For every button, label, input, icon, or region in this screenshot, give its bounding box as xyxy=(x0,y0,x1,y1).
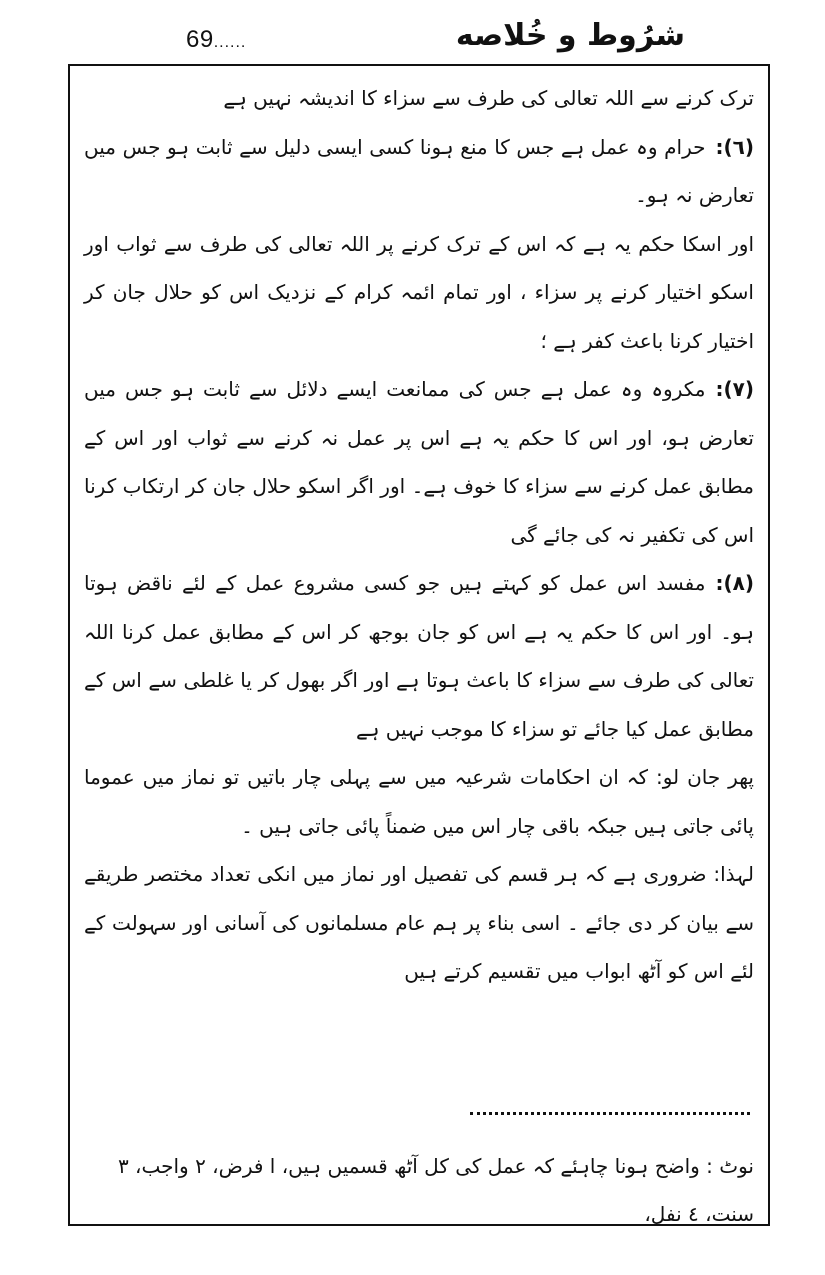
haram-ruling-paragraph xyxy=(84,220,754,366)
page-number-dots: ...... xyxy=(213,34,247,51)
body-text xyxy=(84,74,754,996)
section-6-paragraph xyxy=(84,123,754,220)
footnote: نوٹ : واضح ہونا چاہئے کہ عمل کی کل آٹھ قسمیں ہیں، ا فرض، ٢ واجب، ٣ سنت، ٤ نفل، xyxy=(117,1154,754,1226)
section-text: مفسد اس عمل کو کہتے ہیں جو کسی مشروع عمل کے لئے ناقض ہوتا ہو۔ اور اس کا حکم یہ ہے اس کو جان بوجھ کر اس کے مطابق عمل کرنا اللہ تعالی کی طرف سے سزاء کا باعث ہوتا ہے اور اگر بھول کر یا غلطی سے اس کے مطابق عمل کیا جائے تو سزاء کا موجب نہیں ہے xyxy=(84,571,754,741)
section-text: لہذا: ضروری ہے کہ ہر قسم کی تفصیل اور نماز میں انکی تعداد مختصر طریقے سے بیان کر دی جائے ۔ اسی بناء پر ہم عام مسلمانوں کی آسانی اور سہولت کے لئے اس کو آٹھ ابواب میں تقسیم کرتے ہیں xyxy=(84,862,754,983)
section-text: حرام وہ عمل ہے جس کا منع ہونا کسی ایسی دلیل سے ثابت ہو جس میں تعارض نہ ہو۔ xyxy=(84,134,754,207)
section-text: مکروہ وہ عمل ہے جس کی ممانعت ایسے دلائل سے ثابت ہو جس میں تعارض ہو، اور اس کا حکم یہ ہے اس پر عمل نہ کرنے سے ثواب اور اس کے مطابق عمل کرنے سے سزاء کا خوف ہے۔ اور اگر اسکو حلال جان کر ارتکاب کرنا اس کی تکفیر نہ کی جائے گی xyxy=(84,377,754,547)
summary-paragraph xyxy=(84,753,754,850)
section-number: (٨): xyxy=(715,571,754,595)
section-number: (٧): xyxy=(715,377,754,401)
section-number: (٦): xyxy=(715,134,754,159)
running-title: شرُوط و خُلاصه xyxy=(455,18,685,53)
section-8-paragraph xyxy=(84,559,754,753)
conclusion-paragraph xyxy=(84,850,754,996)
page-number-value: 69 xyxy=(186,26,214,53)
dotted-separator xyxy=(470,1098,750,1115)
intro-paragraph: ترک کرنے سے اللہ تعالی کی طرف سے سزاء کا اندیشہ نہیں ہے xyxy=(223,86,754,110)
section-text: اور اسکا حکم یہ ہے کہ اس کے ترک کرنے پر اللہ تعالی کی طرف سے ثواب اور اسکو اختیار کرنے پر سزاء ، اور تمام ائمہ کرام کے نزدیک اس کو حلال جان کر اختیار کرنا باعث کفر ہے ؛ xyxy=(84,231,754,353)
section-text: پھر جان لو: کہ ان احکامات شرعیہ میں سے پہلی چار باتیں تو نماز میں عموما پائی جاتی ہیں جبکہ باقی چار اس میں ضمناً پائی جاتی ہیں ۔ xyxy=(84,765,754,838)
section-7-paragraph xyxy=(84,365,754,559)
page-number xyxy=(186,26,246,54)
